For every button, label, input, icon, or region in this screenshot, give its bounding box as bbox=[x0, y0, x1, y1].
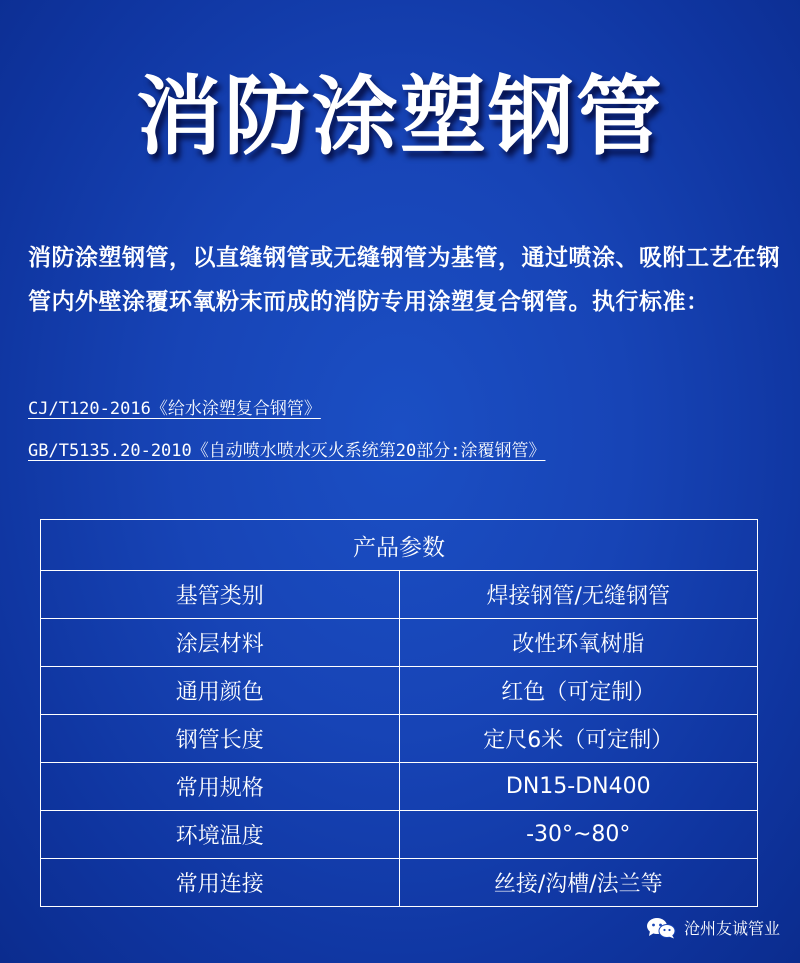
param-label: 涂层材料 bbox=[41, 619, 400, 667]
table-header-row bbox=[41, 520, 758, 571]
param-label: 钢管长度 bbox=[41, 715, 400, 763]
source-watermark bbox=[646, 916, 780, 939]
standard-reference: CJ/T120-2016《给水涂塑复合钢管》 bbox=[28, 399, 321, 419]
table-row bbox=[41, 571, 758, 619]
table-row bbox=[41, 859, 758, 907]
param-value: 定尺6米（可定制） bbox=[399, 715, 758, 763]
table-row bbox=[41, 811, 758, 859]
param-label: 基管类别 bbox=[41, 571, 400, 619]
param-label: 环境温度 bbox=[41, 811, 400, 859]
table-row bbox=[41, 715, 758, 763]
param-value: DN15-DN400 bbox=[399, 763, 758, 811]
param-value: 改性环氧树脂 bbox=[399, 619, 758, 667]
param-label: 通用颜色 bbox=[41, 667, 400, 715]
table-row bbox=[41, 763, 758, 811]
param-value: -30°~80° bbox=[399, 811, 758, 859]
table-row bbox=[41, 667, 758, 715]
product-parameters-table bbox=[40, 519, 758, 907]
param-label: 常用连接 bbox=[41, 859, 400, 907]
wechat-icon bbox=[646, 917, 676, 939]
param-value: 丝接/沟槽/法兰等 bbox=[399, 859, 758, 907]
page-title: 消防涂塑钢管 bbox=[136, 67, 664, 167]
table-row bbox=[41, 619, 758, 667]
param-value: 红色（可定制） bbox=[399, 667, 758, 715]
intro-paragraph: 消防涂塑钢管，以直缝钢管或无缝钢管为基管，通过喷涂、吸附工艺在钢管内外壁涂覆环氧粉末而成的消防专用涂塑复合钢管。执行标准： bbox=[28, 245, 780, 315]
param-value: 焊接钢管/无缝钢管 bbox=[399, 571, 758, 619]
param-label: 常用规格 bbox=[41, 763, 400, 811]
standard-reference: GB/T5135.20-2010《自动喷水喷水灭火系统第20部分:涂覆钢管》 bbox=[28, 441, 546, 461]
watermark-text: 沧州友诚管业 bbox=[683, 919, 780, 938]
table-header: 产品参数 bbox=[41, 520, 758, 571]
